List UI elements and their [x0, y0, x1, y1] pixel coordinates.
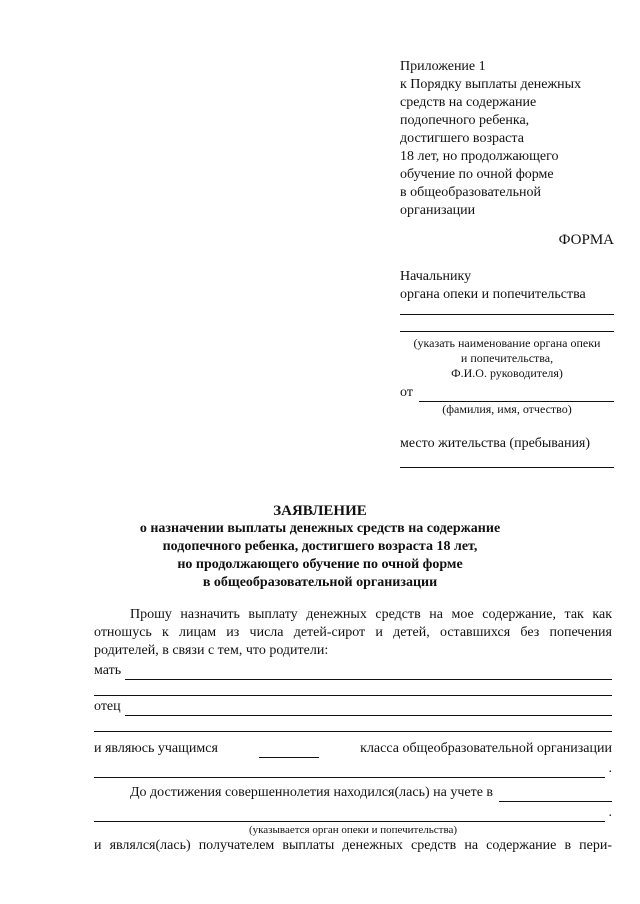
appendix-line: организации: [400, 203, 476, 218]
title-sub: подопечного ребенка, достигшего возраста 18 лет,: [162, 539, 478, 554]
appendix-line: достигшего возраста: [400, 131, 524, 146]
registered-row-2: [94, 804, 612, 822]
recipient-line: и являлся(лась) получателем выплаты денежных средств на содержание в пери-: [94, 838, 612, 853]
father-field-continued[interactable]: [94, 716, 612, 732]
hint-line: Ф.И.О. руководителя): [451, 366, 563, 380]
mother-row: [94, 662, 612, 680]
school-field[interactable]: [94, 765, 605, 778]
application-body: [94, 606, 612, 855]
appendix-line: подопечного ребенка,: [400, 113, 530, 128]
mother-label: мать: [94, 663, 122, 678]
school-row: [94, 760, 612, 778]
from-name-field[interactable]: [419, 389, 614, 402]
appendix-line: 18 лет, но продолжающего: [400, 149, 559, 164]
appendix-line: в общеобразовательной: [400, 185, 541, 200]
father-label: отец: [94, 699, 121, 714]
form-label: ФОРМА: [558, 232, 614, 248]
addressee-line: Начальнику: [400, 269, 472, 284]
appendix-line: средств на содержание: [400, 95, 537, 110]
mother-field-continued[interactable]: [94, 680, 612, 696]
student-label: и являюсь учащимся: [94, 741, 218, 756]
hint-line: (указать наименование органа опеки: [413, 336, 601, 350]
from-hint: (фамилия, имя, отчество): [442, 402, 572, 416]
title-main: ЗАЯВЛЕНИЕ: [273, 503, 367, 519]
hint-line: и попечительства,: [460, 351, 554, 365]
registered-label: До достижения совершеннолетия находился(лась) на учете в: [130, 785, 494, 800]
grade-field[interactable]: [259, 745, 319, 758]
appendix-line: к Порядку выплаты денежных: [400, 77, 582, 92]
mother-field[interactable]: [125, 667, 612, 680]
appendix-line: обучение по очной форме: [400, 167, 554, 182]
document-title: [60, 502, 580, 592]
registered-row: [94, 784, 612, 802]
residence-label: место жительства (пребывания): [400, 436, 591, 451]
from-row: [400, 384, 614, 402]
period-mark: .: [608, 805, 612, 820]
title-sub: но продолжающего обучение по очной форме: [177, 557, 463, 572]
addressee-block: [400, 268, 614, 468]
registered-field-2[interactable]: [94, 809, 605, 822]
father-row: [94, 698, 612, 716]
appendix-line: Приложение 1: [400, 59, 486, 74]
from-label: от: [400, 385, 413, 400]
guardianship-name-field-2[interactable]: [400, 331, 614, 332]
title-sub: о назначении выплаты денежных средств на содержание: [139, 521, 501, 536]
guardianship-name-field[interactable]: [400, 314, 614, 315]
residence-field[interactable]: [400, 467, 614, 468]
addressee-hint: [400, 336, 614, 381]
request-paragraph: Прошу назначить выплату денежных средств на мое содержание, так как отношусь к лицам из числа детей-сирот и детей, оставшихся без попечения родителей, в связи с тем, что родители:: [94, 607, 612, 658]
title-sub: в общеобразовательной организации: [202, 575, 438, 590]
school-label: класса общеобразовательной организации: [360, 741, 612, 756]
period-mark: .: [608, 761, 612, 776]
addressee-line: органа опеки и попечительства: [400, 287, 586, 302]
appendix-note: [400, 58, 620, 220]
father-field[interactable]: [125, 703, 612, 716]
student-row: [94, 740, 612, 758]
registered-field[interactable]: [499, 789, 612, 802]
registered-hint: (указывается орган опеки и попечительства): [248, 824, 458, 836]
